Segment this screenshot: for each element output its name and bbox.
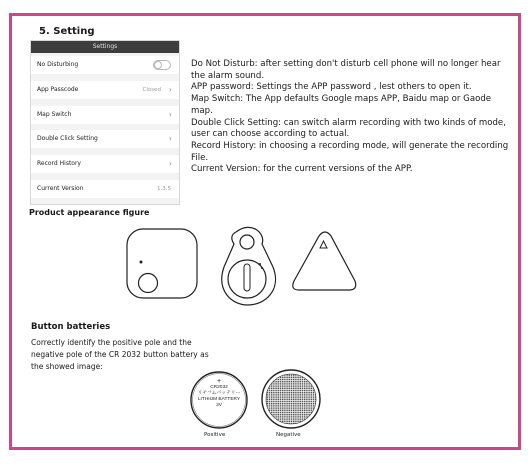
row-label: Current Version [37, 185, 84, 192]
row-value: 1.3.5 [157, 186, 171, 192]
plus-sign: + [216, 378, 222, 385]
desc-map-switch: Map Switch: The App defaults Google maps APP, Baidu map or Gaode map. [191, 94, 492, 116]
row-label: No Disturbing [37, 61, 79, 68]
row-label: Record History [37, 160, 81, 167]
desc-app-password: APP password: Settings the APP password , lest others to open it. [191, 82, 472, 93]
chevron-right-icon: › [168, 85, 172, 94]
chevron-right-icon: › [168, 134, 172, 143]
desc-current-version: Current Version: for the current versions of the APP. [191, 164, 413, 175]
coin-model: CR2032 [210, 385, 228, 390]
negative-battery-image [262, 370, 320, 428]
appearance-title: Product appearance figure [29, 208, 150, 217]
positive-label: Positive [204, 432, 226, 438]
desc-double-click: Double Click Setting: can switch alarm recording with two kinds of mode, user can choose according to actual. [191, 117, 506, 140]
teardrop-tracker-image [222, 227, 276, 305]
row-label: App Passcode [37, 86, 79, 93]
row-label: Map Switch [37, 111, 72, 118]
chevron-right-icon: › [168, 110, 172, 119]
positive-battery-markings [194, 379, 244, 409]
triangle-tracker-image [293, 232, 356, 290]
coin-type: LITHIUM BATTERY [197, 397, 241, 402]
square-tracker-image [127, 229, 197, 298]
batteries-text: Correctly identify the positive pole and the negative pole of the CR 2032 button battery as the showed image: [31, 338, 209, 371]
desc-do-not-disturb: Do Not Disturb: after setting don't disturb cell phone will no longer hear the alarm sound. [191, 59, 501, 81]
coin-japanese: リチフムバッテリー [197, 391, 241, 396]
desc-record-history: Record History: in choosing a recording mode, will generate the recording File. [191, 140, 509, 163]
negative-label: Negative [276, 432, 301, 438]
settings-header: Settings [31, 41, 179, 53]
row-value: Closed [142, 87, 161, 93]
row-label: Double Click Setting [37, 135, 98, 142]
coin-voltage: 3V [216, 403, 222, 408]
section-title: 5. Setting [39, 26, 95, 37]
chevron-right-icon: › [168, 159, 172, 168]
batteries-title: Button batteries [31, 322, 111, 332]
